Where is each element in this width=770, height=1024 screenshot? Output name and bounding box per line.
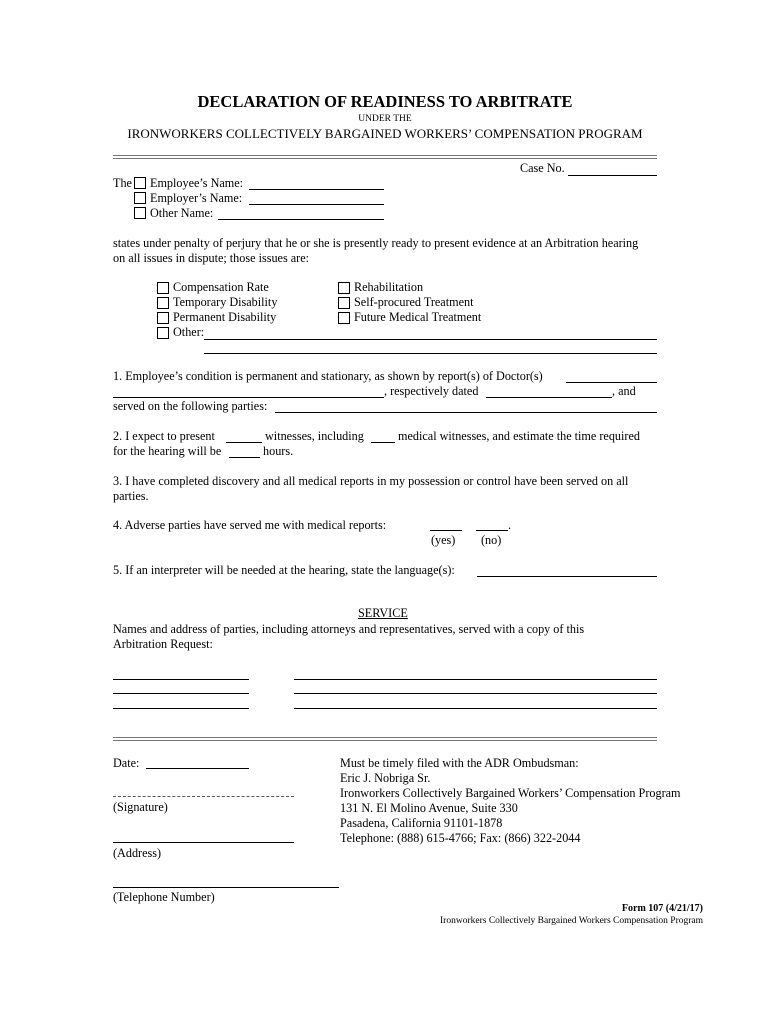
party-address-field-2[interactable] — [294, 693, 657, 694]
served-parties-field[interactable] — [275, 412, 657, 413]
report-dates-field[interactable] — [486, 397, 612, 398]
telephone-label: (Telephone Number) — [113, 890, 215, 904]
permanent-disability-checkbox[interactable] — [157, 312, 169, 324]
other-name-checkbox[interactable] — [134, 207, 146, 219]
statement-line-2: on all issues in dispute; those issues are: — [113, 251, 309, 265]
filing-line-5: Pasadena, California 91101-1878 — [340, 816, 503, 830]
party-address-field-1[interactable] — [294, 679, 657, 680]
party-name-field-2[interactable] — [113, 693, 249, 694]
filing-line-6: Telephone: (888) 615-4766; Fax: (866) 322-2044 — [340, 831, 581, 845]
item1-respectively-dated: , respectively dated — [384, 384, 479, 398]
item3-text-b: parties. — [113, 489, 149, 503]
item1-served-on: served on the following parties: — [113, 399, 268, 413]
witness-count-field[interactable] — [226, 442, 262, 443]
other-issue-label: Other: — [173, 325, 205, 339]
party-name-field-1[interactable] — [113, 679, 249, 680]
future-medical-treatment-label: Future Medical Treatment — [354, 310, 482, 324]
signature-label: (Signature) — [113, 800, 168, 814]
filing-line-4: 131 N. El Molino Avenue, Suite 330 — [340, 801, 518, 815]
employee-name-field[interactable] — [249, 189, 384, 190]
medical-witness-count-field[interactable] — [371, 442, 395, 443]
future-medical-treatment-checkbox[interactable] — [338, 312, 350, 324]
item2-text-e: hours. — [263, 444, 294, 458]
interpreter-language-field[interactable] — [477, 576, 657, 577]
service-heading: SERVICE — [358, 606, 408, 620]
employee-name-checkbox[interactable] — [134, 177, 146, 189]
compensation-rate-checkbox[interactable] — [157, 282, 169, 294]
statement-line-1: states under penalty of perjury that he or she is presently ready to present evidence at an Arbitration hearing — [113, 236, 639, 250]
doctors-field[interactable] — [566, 382, 657, 383]
other-name-label: Other Name: — [150, 206, 214, 220]
temporary-disability-label: Temporary Disability — [173, 295, 278, 309]
item2-text-c: medical witnesses, and estimate the time required — [398, 429, 640, 443]
other-issue-checkbox[interactable] — [157, 327, 169, 339]
hearing-hours-field[interactable] — [229, 457, 260, 458]
header-divider-top — [113, 155, 657, 156]
doctors-field-2[interactable] — [113, 397, 384, 398]
case-number-field[interactable] — [568, 175, 657, 176]
other-issue-field[interactable] — [204, 339, 657, 340]
telephone-field[interactable] — [113, 887, 339, 888]
permanent-disability-label: Permanent Disability — [173, 310, 277, 324]
item1-and: , and — [612, 384, 636, 398]
rehabilitation-label: Rehabilitation — [354, 280, 424, 294]
form-title: DECLARATION OF READINESS TO ARBITRATE — [197, 92, 573, 111]
item5-text: 5. If an interpreter will be needed at the hearing, state the language(s): — [113, 563, 455, 577]
signature-field[interactable] — [113, 796, 294, 797]
section-divider-top — [113, 737, 657, 738]
item4-period: . — [508, 518, 512, 532]
filing-line-2: Eric J. Nobriga Sr. — [340, 771, 431, 785]
employee-name-label: Employee’s Name: — [150, 176, 244, 190]
medical-reports-yes-field[interactable] — [430, 530, 462, 531]
section-divider-bottom — [113, 740, 657, 741]
service-text-2: Arbitration Request: — [113, 637, 213, 651]
filing-line-3: Ironworkers Collectively Bargained Workers’ Compensation Program — [340, 786, 681, 800]
form-number: Form 107 (4/21/17) — [621, 903, 703, 914]
service-text-1: Names and address of parties, including attorneys and representatives, served with a copy of this — [113, 622, 585, 636]
declarant-prefix: The — [113, 176, 132, 190]
header-divider-bottom — [113, 158, 657, 159]
employer-name-checkbox[interactable] — [134, 192, 146, 204]
party-address-field-3[interactable] — [294, 708, 657, 709]
filing-line-1: Must be timely filed with the ADR Ombudsman: — [340, 756, 579, 770]
date-field[interactable] — [146, 768, 249, 769]
item2-text-b: witnesses, including — [265, 429, 364, 443]
item2-text-a: 2. I expect to present — [113, 429, 215, 443]
address-label: (Address) — [113, 846, 162, 860]
item4-text: 4. Adverse parties have served me with medical reports: — [113, 518, 387, 532]
item1-text: 1. Employee’s condition is permanent and stationary, as shown by report(s) of Doctor(s) — [113, 369, 543, 383]
item2-text-d: for the hearing will be — [113, 444, 222, 458]
party-name-field-3[interactable] — [113, 708, 249, 709]
employer-name-label: Employer’s Name: — [150, 191, 243, 205]
item4-yes-label: (yes) — [431, 533, 456, 547]
medical-reports-no-field[interactable] — [476, 530, 508, 531]
address-field[interactable] — [113, 842, 294, 843]
footer-program: Ironworkers Collectively Bargained Workers Compensation Program — [440, 916, 703, 926]
compensation-rate-label: Compensation Rate — [173, 280, 269, 294]
case-number-label: Case No. — [520, 161, 565, 175]
self-procured-treatment-label: Self-procured Treatment — [354, 295, 474, 309]
item3-text-a: 3. I have completed discovery and all medical reports in my possession or control have been served on all — [113, 474, 629, 488]
self-procured-treatment-checkbox[interactable] — [338, 297, 350, 309]
date-label: Date: — [113, 756, 140, 770]
employer-name-field[interactable] — [249, 204, 384, 205]
under-the-label: UNDER THE — [358, 114, 412, 124]
program-title: IRONWORKERS COLLECTIVELY BARGAINED WORKERS’ COMPENSATION PROGRAM — [127, 126, 643, 141]
other-issue-field-2[interactable] — [204, 353, 657, 354]
item4-no-label: (no) — [481, 533, 502, 547]
other-name-field[interactable] — [218, 219, 384, 220]
temporary-disability-checkbox[interactable] — [157, 297, 169, 309]
rehabilitation-checkbox[interactable] — [338, 282, 350, 294]
